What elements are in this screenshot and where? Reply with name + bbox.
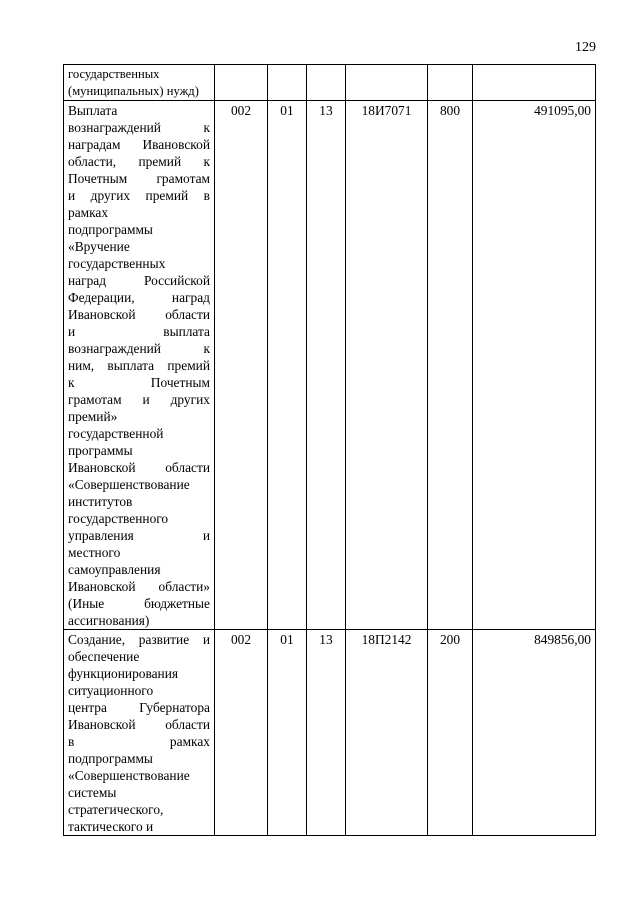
section-code-cell: 01 (268, 101, 307, 630)
expense-name-line: ассигнования) (68, 613, 150, 628)
expense-name-line: тактического и (68, 819, 154, 834)
expense-name-line: (муниципальных) нужд) (68, 84, 199, 98)
expense-name-line: институтов (68, 494, 133, 509)
expense-name-line: в рамках (68, 734, 210, 749)
admin-code-cell: 002 (215, 630, 268, 836)
expense-name-line: наградам Ивановской (68, 137, 210, 152)
table-row (64, 65, 596, 101)
expense-name-cell (64, 630, 215, 836)
expense-name-line: наград Российской (68, 273, 210, 288)
admin-code-cell: 002 (215, 101, 268, 630)
expense-name-line: (Иные бюджетные (68, 596, 210, 611)
expense-name-line: функционирования (68, 666, 179, 681)
expense-name-cell (64, 101, 215, 630)
table-body (64, 65, 596, 836)
expense-name-line: подпрограммы (68, 751, 153, 766)
section-code-cell (268, 65, 307, 101)
expense-name-line: «Совершенствование (68, 477, 190, 492)
expense-name-line: системы (68, 785, 117, 800)
expense-name-line: и других премий в (68, 188, 210, 203)
table-row (64, 630, 596, 836)
expense-name-line: Ивановской области (68, 717, 210, 732)
expense-name-line: ним, выплата премий (68, 358, 210, 373)
expense-name-line: области, премий к (68, 154, 210, 169)
expense-name-line: вознаграждений к (68, 341, 210, 356)
expense-type-cell: 200 (428, 630, 473, 836)
subsection-code-cell: 13 (307, 630, 346, 836)
expense-type-cell: 800 (428, 101, 473, 630)
amount-cell: 491095,00 (473, 101, 596, 630)
expense-name-line: программы (68, 443, 133, 458)
expense-name-line: самоуправления (68, 562, 161, 577)
admin-code-cell (215, 65, 268, 101)
expense-name-line: «Совершенствование (68, 768, 190, 783)
expense-name-line: Почетным грамотам (68, 171, 210, 186)
expense-name-line: местного (68, 545, 121, 560)
subsection-code-cell (307, 65, 346, 101)
expense-name-line: центра Губернатора (68, 700, 210, 715)
expense-name-line: вознаграждений к (68, 120, 210, 135)
table-row (64, 101, 596, 630)
target-article-cell: 18П2142 (346, 630, 428, 836)
amount-cell: 849856,00 (473, 630, 596, 836)
target-article-cell (346, 65, 428, 101)
expense-name-line: Ивановской области (68, 307, 210, 322)
expense-name-line: грамотам и других (68, 392, 210, 407)
expense-name-line: управления и (68, 528, 210, 543)
expense-name-line: премий» (68, 409, 118, 424)
expense-name-line: государственной (68, 426, 164, 441)
expense-name-line: Ивановской области (68, 460, 210, 475)
expense-name-line: Ивановской области» (68, 579, 210, 594)
section-code-cell: 01 (268, 630, 307, 836)
expense-type-cell (428, 65, 473, 101)
expense-name-line: Выплата (68, 103, 118, 118)
expense-name-line: и выплата (68, 324, 210, 339)
expense-name-line: Федерации, наград (68, 290, 210, 305)
expense-name-line: стратегического, (68, 802, 164, 817)
amount-cell (473, 65, 596, 101)
expense-name-line: рамках (68, 205, 109, 220)
page-number: 129 (575, 40, 596, 55)
expense-name-line: обеспечение (68, 649, 140, 664)
expense-name-line: «Вручение (68, 239, 130, 254)
expense-name-line: подпрограммы (68, 222, 153, 237)
expense-name-line: Создание, развитие и (68, 632, 210, 647)
expense-name-cell (64, 65, 215, 101)
expense-name-line: государственных (68, 67, 160, 81)
budget-table (63, 64, 596, 836)
subsection-code-cell: 13 (307, 101, 346, 630)
expense-name-line: государственных (68, 256, 166, 271)
expense-name-line: к Почетным (68, 375, 210, 390)
expense-name-line: государственного (68, 511, 169, 526)
target-article-cell: 18И7071 (346, 101, 428, 630)
expense-name-line: ситуационного (68, 683, 154, 698)
